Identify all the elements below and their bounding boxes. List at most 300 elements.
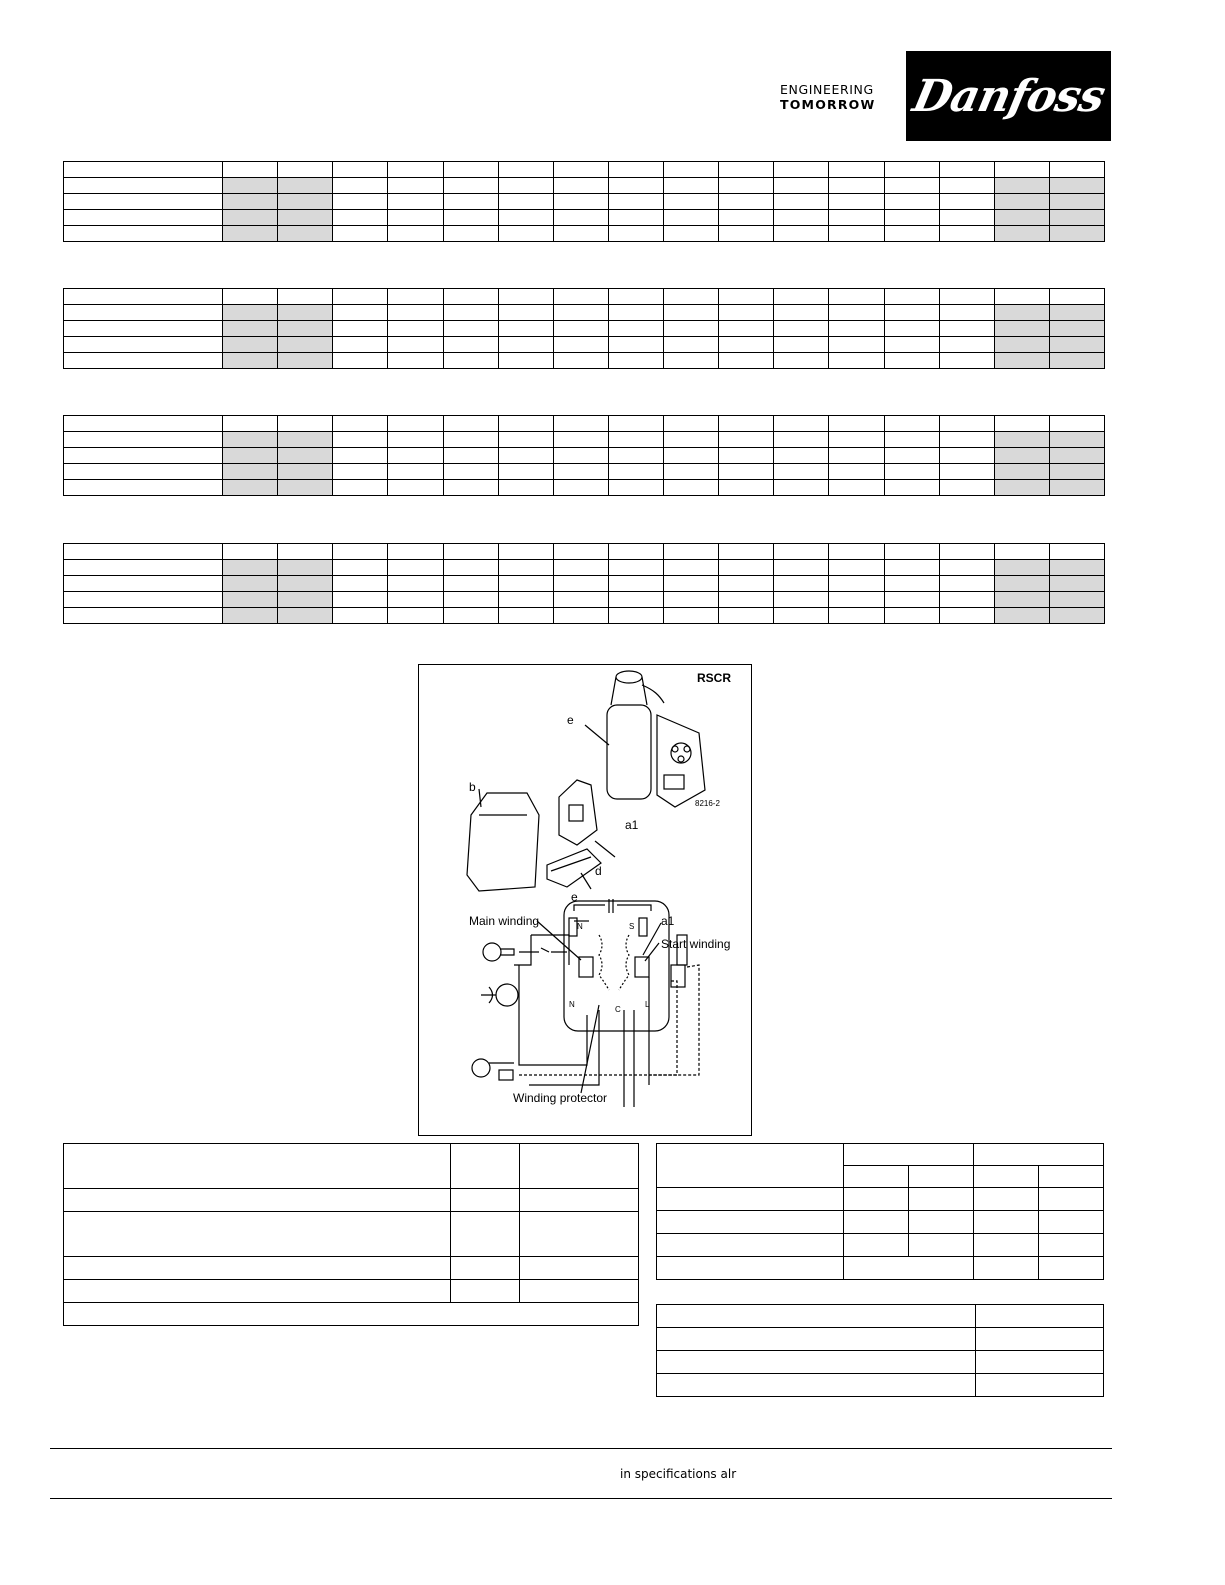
table-cell (1049, 337, 1104, 353)
table-cell (884, 432, 939, 448)
table-cell (498, 464, 553, 480)
table-cell (278, 226, 333, 242)
table-cell (719, 480, 774, 496)
table-cell (774, 162, 829, 178)
bottom-left-table (63, 1143, 639, 1326)
table-cell (719, 544, 774, 560)
table-cell (278, 194, 333, 210)
footer-rule-bottom (50, 1498, 1112, 1499)
table-cell (64, 210, 223, 226)
table-cell (829, 544, 884, 560)
label-b: b (469, 780, 476, 794)
table-cell (553, 353, 608, 369)
table-cell (719, 210, 774, 226)
table-cell (333, 337, 388, 353)
table-row (64, 1257, 639, 1280)
table-cell (1049, 226, 1104, 242)
table-cell (774, 337, 829, 353)
table-cell (664, 608, 719, 624)
danfoss-logo (906, 51, 1111, 141)
table-cell (608, 178, 663, 194)
table-cell (719, 305, 774, 321)
table-cell (64, 480, 223, 496)
table-cell (553, 448, 608, 464)
table-cell (939, 480, 994, 496)
table-cell (774, 560, 829, 576)
cover-b (467, 793, 539, 891)
table-cell (443, 210, 498, 226)
table-cell (774, 544, 829, 560)
table-cell (774, 480, 829, 496)
table-cell (223, 162, 278, 178)
label-winding-protector: Winding protector (513, 1091, 608, 1105)
bottom-right-table (656, 1143, 1104, 1280)
table-row (64, 464, 1105, 480)
table-row (64, 1280, 639, 1303)
table-cell (278, 416, 333, 432)
table-cell (719, 337, 774, 353)
grid-table-2 (63, 288, 1105, 369)
rscr-wiring-figure (418, 664, 752, 1136)
table-cell (333, 480, 388, 496)
table-row (64, 1189, 639, 1212)
table-row (64, 416, 1105, 432)
table-cell (498, 226, 553, 242)
table-cell (333, 305, 388, 321)
label-main-winding: Main winding (469, 914, 540, 928)
table-cell (223, 226, 278, 242)
logo-wordmark: Danfoss (908, 70, 1109, 122)
table-row (64, 1212, 639, 1257)
table-cell (553, 210, 608, 226)
label-d: d (595, 864, 602, 878)
footer-note: in specifications alr (620, 1467, 737, 1481)
table-cell (498, 337, 553, 353)
table-cell (994, 432, 1049, 448)
label-c-center: C (615, 1005, 621, 1014)
table-cell (774, 432, 829, 448)
table-cell (278, 305, 333, 321)
table-row (657, 1257, 1104, 1280)
table-row (657, 1374, 1104, 1397)
table-cell (994, 608, 1049, 624)
table-cell (333, 544, 388, 560)
table-cell (884, 337, 939, 353)
table-cell (829, 576, 884, 592)
table-cell (553, 305, 608, 321)
table-cell (64, 305, 223, 321)
table-cell (1049, 353, 1104, 369)
tagline-line-1: ENGINEERING (780, 82, 874, 97)
table-cell (829, 178, 884, 194)
table-cell (774, 416, 829, 432)
table-cell (664, 464, 719, 480)
table-cell (443, 608, 498, 624)
table-cell (994, 560, 1049, 576)
bottom-right-small-table (656, 1304, 1104, 1397)
table-cell (388, 178, 443, 194)
table-cell (608, 353, 663, 369)
table-cell (333, 194, 388, 210)
table-cell (553, 608, 608, 624)
table-row (657, 1188, 1104, 1211)
table-cell (664, 416, 719, 432)
table-cell (223, 194, 278, 210)
table-cell (278, 432, 333, 448)
table-cell (64, 321, 223, 337)
table-cell (388, 337, 443, 353)
table-cell (223, 210, 278, 226)
table-row (657, 1211, 1104, 1234)
table-cell (553, 321, 608, 337)
table-row (64, 321, 1105, 337)
table-cell (774, 608, 829, 624)
table-cell (1049, 480, 1104, 496)
tagline-line-2: TOMORROW (780, 97, 876, 112)
table-row (657, 1144, 1104, 1166)
table-cell (774, 321, 829, 337)
table-cell (994, 226, 1049, 242)
table-cell (664, 194, 719, 210)
label-n-left: N (569, 1000, 575, 1009)
table-cell (64, 162, 223, 178)
table-cell (884, 353, 939, 369)
table-cell (884, 480, 939, 496)
table-cell (278, 480, 333, 496)
table-cell (498, 432, 553, 448)
footer-rule-top (50, 1448, 1112, 1449)
table-row (64, 289, 1105, 305)
table-cell (664, 226, 719, 242)
table-cell (223, 544, 278, 560)
table-cell (884, 544, 939, 560)
table-cell (664, 353, 719, 369)
table-cell (443, 194, 498, 210)
table-row (64, 1144, 639, 1189)
lamp-icon (483, 943, 501, 961)
table-cell (664, 162, 719, 178)
table-cell (223, 592, 278, 608)
table-cell (443, 464, 498, 480)
table-row (64, 576, 1105, 592)
table-cell (608, 305, 663, 321)
table-cell (223, 464, 278, 480)
table-cell (388, 592, 443, 608)
table-cell (278, 448, 333, 464)
fan-icon (496, 984, 518, 1006)
capacitor-body (607, 705, 651, 799)
table-cell (498, 289, 553, 305)
table-cell (608, 560, 663, 576)
table-cell (64, 544, 223, 560)
table-cell (774, 210, 829, 226)
table-row (64, 544, 1105, 560)
table-cell (829, 592, 884, 608)
base-d (547, 849, 601, 887)
table-cell (443, 592, 498, 608)
figure-part-code: 8216-2 (695, 799, 720, 808)
table-cell (388, 162, 443, 178)
table-cell (278, 353, 333, 369)
table-cell (1049, 162, 1104, 178)
table-cell (994, 353, 1049, 369)
table-cell (1049, 544, 1104, 560)
table-cell (278, 162, 333, 178)
label-a1-top: a1 (625, 818, 639, 832)
table-cell (64, 432, 223, 448)
table-cell (608, 464, 663, 480)
table-cell (388, 576, 443, 592)
table-cell (64, 448, 223, 464)
table-cell (994, 289, 1049, 305)
table-cell (719, 178, 774, 194)
figure-corner-label: RSCR (697, 671, 732, 685)
table-cell (829, 416, 884, 432)
wiring-diagram (419, 665, 751, 1135)
table-row (64, 432, 1105, 448)
table-cell (498, 162, 553, 178)
table-cell (1049, 560, 1104, 576)
table-cell (994, 194, 1049, 210)
table-cell (774, 353, 829, 369)
table-cell (333, 289, 388, 305)
table-cell (498, 178, 553, 194)
table-cell (333, 162, 388, 178)
table-cell (278, 560, 333, 576)
table-cell (333, 448, 388, 464)
table-cell (939, 289, 994, 305)
table-cell (719, 448, 774, 464)
table-cell (498, 448, 553, 464)
table-cell (719, 289, 774, 305)
table-cell (333, 576, 388, 592)
table-cell (608, 544, 663, 560)
table-cell (608, 337, 663, 353)
table-cell (829, 353, 884, 369)
table-cell (884, 416, 939, 432)
table-cell (774, 592, 829, 608)
table-cell (774, 464, 829, 480)
table-cell (664, 448, 719, 464)
table-cell (333, 416, 388, 432)
table-cell (1049, 448, 1104, 464)
table-cell (884, 576, 939, 592)
table-cell (64, 289, 223, 305)
table-cell (719, 608, 774, 624)
table-row (64, 608, 1105, 624)
table-cell (829, 432, 884, 448)
table-cell (223, 353, 278, 369)
table-cell (719, 162, 774, 178)
table-cell (664, 337, 719, 353)
table-cell (443, 289, 498, 305)
table-cell (829, 560, 884, 576)
table-cell (553, 432, 608, 448)
table-cell (388, 448, 443, 464)
table-cell (333, 432, 388, 448)
table-cell (388, 416, 443, 432)
table-cell (443, 448, 498, 464)
table-cell (278, 210, 333, 226)
table-cell (553, 226, 608, 242)
table-cell (223, 560, 278, 576)
table-cell (994, 337, 1049, 353)
table-cell (388, 226, 443, 242)
table-cell (994, 162, 1049, 178)
table-cell (333, 464, 388, 480)
label-l-right: L (645, 1000, 650, 1009)
table-cell (223, 289, 278, 305)
table-cell (884, 448, 939, 464)
table-cell (388, 210, 443, 226)
table-row (657, 1328, 1104, 1351)
table-cell (939, 353, 994, 369)
table-cell (388, 560, 443, 576)
table-row (64, 480, 1105, 496)
table-cell (1049, 432, 1104, 448)
table-cell (1049, 178, 1104, 194)
table-cell (939, 544, 994, 560)
table-cell (223, 321, 278, 337)
table-cell (498, 353, 553, 369)
table-cell (498, 560, 553, 576)
table-cell (388, 608, 443, 624)
table-cell (719, 321, 774, 337)
table-cell (994, 576, 1049, 592)
table-cell (829, 448, 884, 464)
label-e-top: e (567, 713, 574, 727)
table-cell (388, 289, 443, 305)
table-cell (994, 305, 1049, 321)
tagline (780, 82, 882, 112)
table-cell (829, 608, 884, 624)
table-cell (829, 289, 884, 305)
table-cell (829, 162, 884, 178)
table-cell (443, 226, 498, 242)
table-cell (498, 544, 553, 560)
table-cell (64, 576, 223, 592)
table-cell (333, 592, 388, 608)
table-cell (664, 544, 719, 560)
table-row (64, 592, 1105, 608)
table-cell (829, 226, 884, 242)
label-start-winding: Start winding (661, 937, 731, 951)
table-cell (719, 416, 774, 432)
table-cell (64, 178, 223, 194)
table-cell (884, 321, 939, 337)
table-cell (64, 194, 223, 210)
table-cell (774, 448, 829, 464)
table-cell (608, 194, 663, 210)
table-cell (388, 305, 443, 321)
table-cell (443, 432, 498, 448)
table-cell (64, 353, 223, 369)
table-cell (664, 321, 719, 337)
table-cell (939, 592, 994, 608)
table-cell (64, 337, 223, 353)
table-row (64, 178, 1105, 194)
table-cell (939, 162, 994, 178)
table-cell (884, 560, 939, 576)
label-n-top: N (577, 922, 583, 931)
table-cell (553, 337, 608, 353)
table-cell (608, 480, 663, 496)
table-cell (719, 226, 774, 242)
table-cell (64, 608, 223, 624)
table-cell (774, 305, 829, 321)
table-cell (664, 592, 719, 608)
table-cell (608, 321, 663, 337)
table-cell (939, 432, 994, 448)
table-cell (608, 608, 663, 624)
table-cell (939, 608, 994, 624)
table-cell (939, 416, 994, 432)
table-cell (443, 544, 498, 560)
table-cell (1049, 305, 1104, 321)
table-cell (64, 464, 223, 480)
table-cell (994, 321, 1049, 337)
table-cell (443, 576, 498, 592)
table-cell (388, 353, 443, 369)
table-cell (939, 210, 994, 226)
table-cell (333, 226, 388, 242)
table-cell (498, 321, 553, 337)
table-cell (884, 289, 939, 305)
table-cell (388, 321, 443, 337)
table-cell (994, 210, 1049, 226)
table-cell (608, 162, 663, 178)
table-cell (664, 289, 719, 305)
table-cell (664, 576, 719, 592)
table-cell (1049, 321, 1104, 337)
table-cell (388, 544, 443, 560)
table-cell (884, 305, 939, 321)
table-cell (333, 178, 388, 194)
table-cell (443, 305, 498, 321)
table-cell (278, 608, 333, 624)
table-cell (333, 560, 388, 576)
table-cell (719, 353, 774, 369)
table-cell (884, 210, 939, 226)
table-cell (719, 464, 774, 480)
table-cell (278, 321, 333, 337)
table-cell (64, 416, 223, 432)
table-row (64, 210, 1105, 226)
table-cell (994, 464, 1049, 480)
table-cell (608, 448, 663, 464)
table-row (64, 353, 1105, 369)
table-cell (553, 592, 608, 608)
table-row (64, 226, 1105, 242)
table-cell (498, 592, 553, 608)
table-cell (939, 194, 994, 210)
table-row (64, 305, 1105, 321)
table-cell (333, 210, 388, 226)
table-cell (498, 305, 553, 321)
table-cell (443, 560, 498, 576)
table-cell (443, 162, 498, 178)
table-cell (498, 416, 553, 432)
table-cell (553, 416, 608, 432)
label-s-top: S (629, 922, 635, 931)
table-cell (719, 592, 774, 608)
table-cell (884, 464, 939, 480)
table-cell (553, 194, 608, 210)
table-cell (719, 432, 774, 448)
table-cell (553, 178, 608, 194)
table-cell (553, 464, 608, 480)
table-cell (719, 560, 774, 576)
